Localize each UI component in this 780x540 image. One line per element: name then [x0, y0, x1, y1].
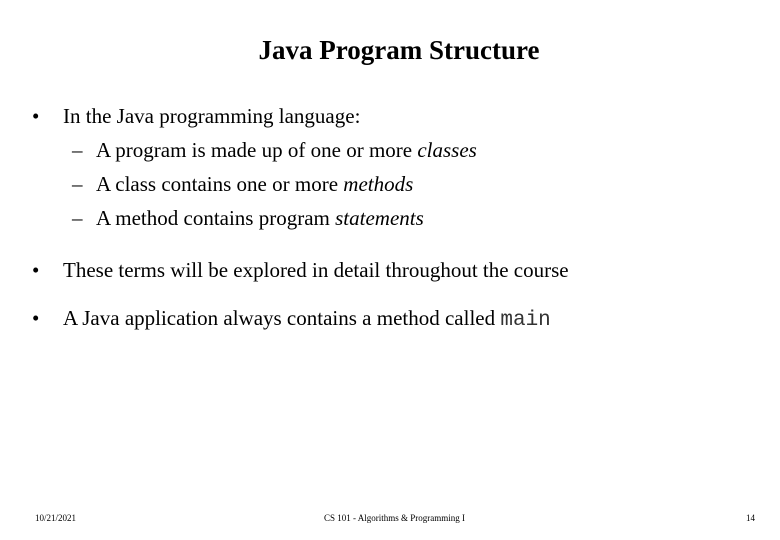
footer-date: 10/21/2021 [35, 513, 77, 523]
sub-item-text: A method contains program [96, 206, 336, 230]
sub-item-program [72, 135, 477, 165]
bullet-item-terms [32, 255, 569, 285]
term-methods: methods [343, 172, 414, 196]
dash-marker: – [72, 172, 83, 196]
bullet-marker: • [32, 306, 40, 330]
bullet-marker: • [32, 258, 40, 282]
bullet-item-main [32, 303, 551, 336]
slide-title: Java Program Structure [258, 35, 540, 65]
bullet-text: In the Java programming language: [63, 104, 361, 128]
bullet-text: These terms will be explored in detail throughout the course [63, 258, 569, 282]
dash-marker: – [72, 206, 83, 230]
sub-item-method [72, 203, 424, 233]
sub-item-text: A program is made up of one or more [96, 138, 418, 162]
sub-item-class [72, 169, 413, 199]
term-classes: classes [417, 138, 477, 162]
sub-item-text: A class contains one or more [96, 172, 344, 196]
bullet-text: A Java application always contains a method called [63, 306, 501, 330]
dash-marker: – [72, 138, 83, 162]
bullet-item-language [32, 101, 360, 131]
term-statements: statements [335, 206, 424, 230]
footer-course: CS 101 - Algorithms & Programming I [324, 513, 466, 523]
code-main: main [500, 309, 551, 332]
bullet-marker: • [32, 104, 40, 128]
footer-page-number: 14 [746, 513, 755, 523]
